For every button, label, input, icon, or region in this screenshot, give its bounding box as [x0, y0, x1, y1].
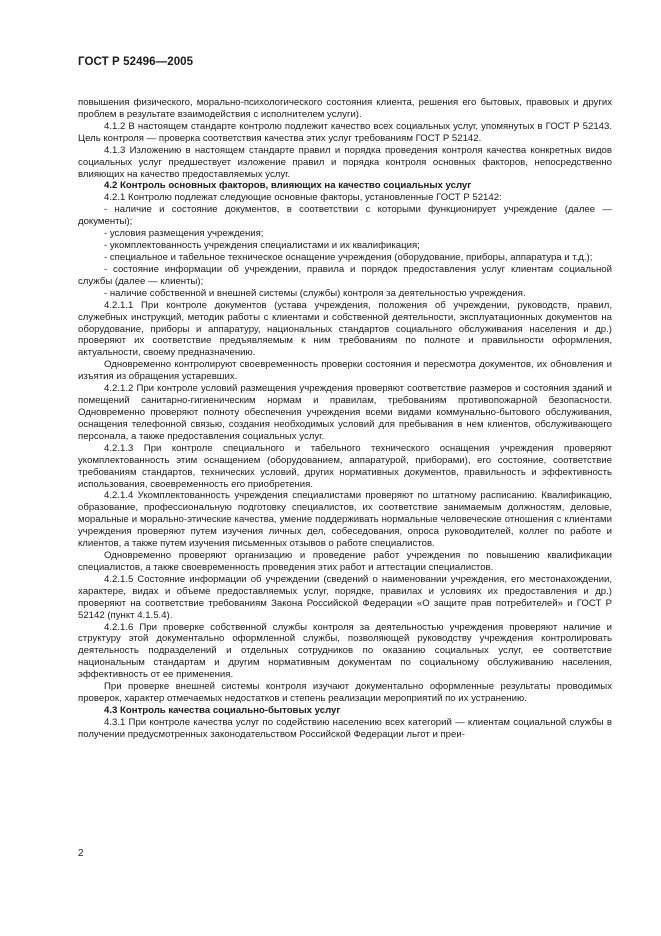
paragraph: 4.1.2 В настоящем стандарте контролю подлежит качество всех социальных услуг, упомянутых в ГОСТ Р 52143. Цель контроля — проверка соответствия качества этих услуг требованиям ГОСТ Р 52142.	[78, 120, 612, 144]
document-body	[78, 97, 612, 741]
paragraph: 4.2.1.5 Состояние информации об учреждении (сведений о наименовании учреждения, его местонахождении, характере, видах и объеме предоставляемых услуг, порядке, правилах и условиях их предоставления и др.) проверяют на соответствие требованиям Закона Российской Федерации «О защите прав потребителей» и ГОСТ Р 52142 (пункт 4.1.5.4).	[78, 573, 612, 621]
paragraph: Одновременно проверяют организацию и проведение работ учреждения по повышению квалификации специалистов, а также своевременность проведения этих работ и аттестации специалистов.	[78, 550, 612, 573]
paragraph: - укомплектованность учреждения специалистами и их квалификация;	[104, 240, 420, 252]
paragraph: - условия размещения учреждения;	[104, 228, 264, 240]
page-number: 2	[78, 848, 84, 859]
paragraph: 4.2.1.2 При контроле условий размещения учреждения проверяют соответствие размеров и состояния зданий и помещений санитарно-гигиеническим нормам и правилам, требованиям противопожарной безопасности. Одновременно проверяют полноту обеспечения учреждения всеми видами коммунально-бытового обслуживания, оснащения телефонной связью, создания необходимых условий для пребывания в нем клиентов, обслуживающего персонала, а также предоставления социальных услуг.	[78, 383, 612, 442]
paragraph: повышения физического, морально-психологического состояния клиента, решения его бытовых, правовых и других проблем в результате взаимодействия с исполнителем услуги).	[78, 97, 612, 120]
paragraph: - наличие и состояние документов, в соответствии с которыми функционирует учреждение (далее — документы);	[78, 204, 612, 228]
paragraph: 4.2.1 Контролю подлежат следующие основные факторы, установленные ГОСТ Р 52142:	[104, 192, 502, 204]
paragraph: 4.2.1.3 При контроле специального и табельного технического оснащения учреждения проверяют укомплектованность этим оснащением (оборудованием, аппаратурой, приборами), его состояние, соответствие требованиям стандартов, технических условий, других нормативных документов, правильность и эффективность использования, своевременность его приобретения.	[78, 442, 612, 490]
paragraph: Одновременно контролируют своевременность проверки состояния и пересмотра документов, их обновления и изъятия из обращения устаревших.	[78, 359, 612, 383]
paragraph: 4.2.1.4 Укомплектованность учреждения специалистами проверяют по штатному расписанию. Квалификацию, образование, профессиональную подготовку специалистов, их соответствие занимаемым должностям, деловые, моральные и морально-этические качества, умение поддерживать нормальные человеческие отношения с клиентами учреждения проверяют путем изучения личных дел, собеседования, опроса руководителей, коллег по работе и клиентов, а также путем изучения письменных отзывов о работе специалистов.	[78, 490, 612, 550]
paragraph: 4.2.1.6 При проверке собственной службы контроля за деятельностью учреждения проверяют наличие и структуру этой документально оформленной службы, позволяющей руководству учреждения контролировать деятельность подразделений и отдельных сотрудников по оказанию социальных услуг, ее соответствие национальным стандартам и другим нормативным документам по социальному обслуживанию населения, эффективность от ее применения.	[78, 621, 612, 681]
paragraph: - специальное и табельное техническое оснащение учреждения (оборудование, приборы, аппаратура и т.д.);	[104, 251, 593, 263]
paragraph: 4.3.1 При контроле качества услуг по содействию населению всех категорий — клиентам социальной службы в получении предусмотренных законодательством Российской Федерации льгот и преи-	[78, 716, 612, 740]
paragraph: 4.1.3 Изложению в настоящем стандарте правил и порядка проведения контроля качества конкретных видов социальных услуг предшествует изложение правил и порядка контроля основных факторов, непосредственно влияющих на качество предоставляемых услуг.	[78, 144, 612, 180]
section-heading: 4.3 Контроль качества социально-бытовых услуг	[104, 705, 341, 717]
paragraph: - наличие собственной и внешней системы (службы) контроля за деятельностью учреждения.	[104, 287, 526, 299]
paragraph: - состояние информации об учреждении, правила и порядок предоставления услуг клиентам социальной службы (далее — клиенты);	[78, 263, 612, 287]
paragraph: При проверке внешней системы контроля изучают документально оформленные результаты проводимых проверок, характер отмечаемых недостатков и степень реализации мероприятий по их устранению.	[78, 681, 612, 705]
document-header: ГОСТ Р 52496—2005	[78, 56, 194, 68]
paragraph: 4.2.1.1 При контроле документов (устава учреждения, положения об учреждении, руководств, правил, служебных инструкций, методик работы с клиентами и собственной деятельности, эксплуатационных документов на оборудование, приборы и аппаратуру, национальных стандартов социального обслуживания населения и др.) проверяют их соответствие предъявляемым к ним требованиям по полноте и правильности оформления, актуальности, своему предназначению.	[78, 299, 612, 359]
section-heading: 4.2 Контроль основных факторов, влияющих на качество социальных услуг	[104, 180, 472, 192]
